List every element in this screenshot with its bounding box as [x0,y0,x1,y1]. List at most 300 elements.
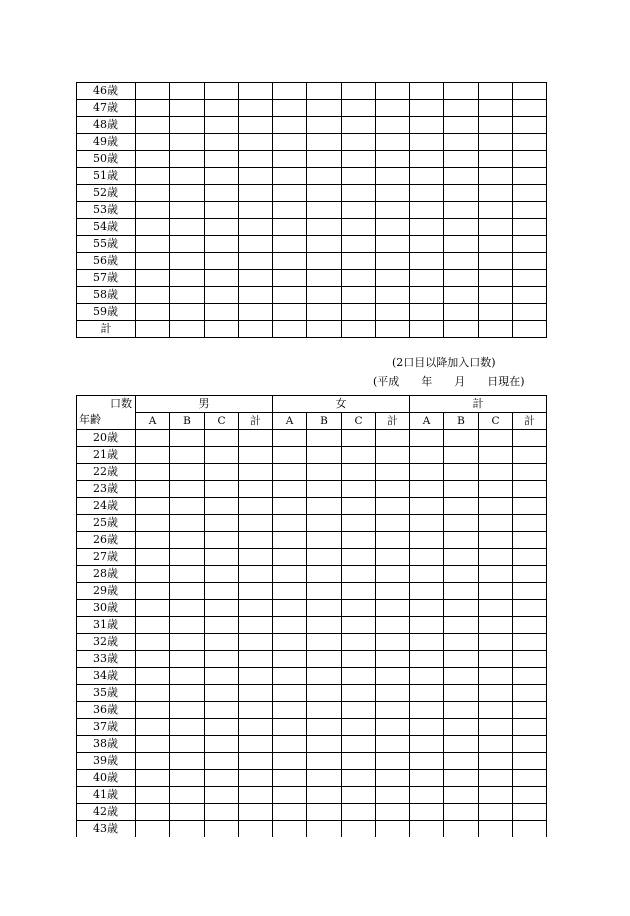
entry-cell[interactable] [479,617,513,634]
entry-cell[interactable] [479,151,513,168]
entry-cell[interactable] [342,83,376,100]
entry-cell[interactable] [342,151,376,168]
entry-cell[interactable] [479,100,513,117]
entry-cell[interactable] [342,600,376,617]
entry-cell[interactable] [513,719,547,736]
entry-cell[interactable] [479,566,513,583]
entry-cell[interactable] [513,447,547,464]
entry-cell[interactable] [239,515,273,532]
entry-cell[interactable] [410,515,444,532]
entry-cell[interactable] [307,651,342,668]
entry-cell[interactable] [273,219,307,236]
entry-cell[interactable] [342,651,376,668]
entry-cell[interactable] [444,321,479,338]
entry-cell[interactable] [136,236,170,253]
entry-cell[interactable] [479,719,513,736]
entry-cell[interactable] [444,83,479,100]
entry-cell[interactable] [342,270,376,287]
entry-cell[interactable] [136,787,170,804]
entry-cell[interactable] [170,753,205,770]
entry-cell[interactable] [239,236,273,253]
entry-cell[interactable] [479,583,513,600]
entry-cell[interactable] [376,287,410,304]
entry-cell[interactable] [342,304,376,321]
entry-cell[interactable] [170,100,205,117]
entry-cell[interactable] [205,185,239,202]
entry-cell[interactable] [376,151,410,168]
entry-cell[interactable] [136,583,170,600]
entry-cell[interactable] [342,100,376,117]
entry-cell[interactable] [410,236,444,253]
entry-cell[interactable] [170,151,205,168]
entry-cell[interactable] [136,117,170,134]
entry-cell[interactable] [376,304,410,321]
entry-cell[interactable] [136,83,170,100]
entry-cell[interactable] [170,787,205,804]
entry-cell[interactable] [273,515,307,532]
entry-cell[interactable] [205,685,239,702]
entry-cell[interactable] [410,151,444,168]
entry-cell[interactable] [444,117,479,134]
entry-cell[interactable] [136,447,170,464]
entry-cell[interactable] [136,321,170,338]
entry-cell[interactable] [273,236,307,253]
entry-cell[interactable] [239,321,273,338]
entry-cell[interactable] [136,668,170,685]
entry-cell[interactable] [444,253,479,270]
entry-cell[interactable] [205,202,239,219]
entry-cell[interactable] [410,600,444,617]
entry-cell[interactable] [239,481,273,498]
entry-cell[interactable] [170,202,205,219]
entry-cell[interactable] [205,719,239,736]
entry-cell[interactable] [170,168,205,185]
entry-cell[interactable] [307,481,342,498]
entry-cell[interactable] [444,202,479,219]
entry-cell[interactable] [307,168,342,185]
entry-cell[interactable] [307,685,342,702]
entry-cell[interactable] [479,685,513,702]
entry-cell[interactable] [170,821,205,838]
entry-cell[interactable] [444,287,479,304]
entry-cell[interactable] [136,770,170,787]
entry-cell[interactable] [170,117,205,134]
entry-cell[interactable] [136,736,170,753]
entry-cell[interactable] [376,515,410,532]
entry-cell[interactable] [376,770,410,787]
entry-cell[interactable] [444,270,479,287]
entry-cell[interactable] [513,634,547,651]
entry-cell[interactable] [307,83,342,100]
entry-cell[interactable] [444,753,479,770]
entry-cell[interactable] [410,83,444,100]
entry-cell[interactable] [239,634,273,651]
entry-cell[interactable] [273,134,307,151]
entry-cell[interactable] [444,821,479,838]
entry-cell[interactable] [342,515,376,532]
entry-cell[interactable] [273,287,307,304]
entry-cell[interactable] [376,185,410,202]
entry-cell[interactable] [307,100,342,117]
entry-cell[interactable] [307,151,342,168]
entry-cell[interactable] [376,719,410,736]
entry-cell[interactable] [307,770,342,787]
entry-cell[interactable] [273,481,307,498]
entry-cell[interactable] [513,168,547,185]
entry-cell[interactable] [136,219,170,236]
entry-cell[interactable] [273,617,307,634]
entry-cell[interactable] [513,702,547,719]
entry-cell[interactable] [444,219,479,236]
entry-cell[interactable] [239,787,273,804]
entry-cell[interactable] [342,787,376,804]
entry-cell[interactable] [273,685,307,702]
entry-cell[interactable] [205,464,239,481]
entry-cell[interactable] [342,702,376,719]
entry-cell[interactable] [205,151,239,168]
entry-cell[interactable] [205,583,239,600]
entry-cell[interactable] [307,304,342,321]
entry-cell[interactable] [479,464,513,481]
entry-cell[interactable] [205,219,239,236]
entry-cell[interactable] [376,736,410,753]
entry-cell[interactable] [444,804,479,821]
entry-cell[interactable] [444,617,479,634]
entry-cell[interactable] [205,702,239,719]
entry-cell[interactable] [410,753,444,770]
entry-cell[interactable] [410,134,444,151]
entry-cell[interactable] [342,117,376,134]
entry-cell[interactable] [376,668,410,685]
entry-cell[interactable] [273,821,307,838]
entry-cell[interactable] [376,566,410,583]
entry-cell[interactable] [205,770,239,787]
entry-cell[interactable] [307,236,342,253]
entry-cell[interactable] [342,719,376,736]
entry-cell[interactable] [273,634,307,651]
entry-cell[interactable] [239,583,273,600]
entry-cell[interactable] [205,566,239,583]
entry-cell[interactable] [410,651,444,668]
entry-cell[interactable] [410,100,444,117]
entry-cell[interactable] [479,83,513,100]
entry-cell[interactable] [479,117,513,134]
entry-cell[interactable] [513,753,547,770]
entry-cell[interactable] [170,685,205,702]
entry-cell[interactable] [273,566,307,583]
entry-cell[interactable] [170,304,205,321]
entry-cell[interactable] [479,134,513,151]
entry-cell[interactable] [136,617,170,634]
entry-cell[interactable] [239,566,273,583]
entry-cell[interactable] [205,736,239,753]
entry-cell[interactable] [479,304,513,321]
entry-cell[interactable] [342,481,376,498]
entry-cell[interactable] [205,787,239,804]
entry-cell[interactable] [444,736,479,753]
entry-cell[interactable] [205,321,239,338]
entry-cell[interactable] [444,515,479,532]
entry-cell[interactable] [376,753,410,770]
entry-cell[interactable] [239,117,273,134]
entry-cell[interactable] [307,185,342,202]
entry-cell[interactable] [239,287,273,304]
entry-cell[interactable] [479,481,513,498]
entry-cell[interactable] [342,287,376,304]
entry-cell[interactable] [376,583,410,600]
entry-cell[interactable] [376,821,410,838]
entry-cell[interactable] [136,168,170,185]
entry-cell[interactable] [376,100,410,117]
entry-cell[interactable] [410,566,444,583]
entry-cell[interactable] [307,702,342,719]
entry-cell[interactable] [239,464,273,481]
entry-cell[interactable] [342,821,376,838]
entry-cell[interactable] [410,719,444,736]
entry-cell[interactable] [479,498,513,515]
entry-cell[interactable] [136,287,170,304]
entry-cell[interactable] [444,668,479,685]
entry-cell[interactable] [170,498,205,515]
entry-cell[interactable] [307,804,342,821]
entry-cell[interactable] [307,532,342,549]
entry-cell[interactable] [479,753,513,770]
entry-cell[interactable] [444,549,479,566]
entry-cell[interactable] [273,304,307,321]
entry-cell[interactable] [239,430,273,447]
entry-cell[interactable] [205,100,239,117]
entry-cell[interactable] [410,617,444,634]
entry-cell[interactable] [273,430,307,447]
entry-cell[interactable] [410,702,444,719]
entry-cell[interactable] [239,270,273,287]
entry-cell[interactable] [205,753,239,770]
entry-cell[interactable] [342,685,376,702]
entry-cell[interactable] [410,736,444,753]
entry-cell[interactable] [273,83,307,100]
entry-cell[interactable] [239,702,273,719]
entry-cell[interactable] [205,287,239,304]
entry-cell[interactable] [170,532,205,549]
entry-cell[interactable] [307,719,342,736]
entry-cell[interactable] [513,100,547,117]
entry-cell[interactable] [205,270,239,287]
entry-cell[interactable] [444,498,479,515]
entry-cell[interactable] [513,270,547,287]
entry-cell[interactable] [205,481,239,498]
entry-cell[interactable] [239,668,273,685]
entry-cell[interactable] [342,583,376,600]
entry-cell[interactable] [136,600,170,617]
entry-cell[interactable] [239,253,273,270]
entry-cell[interactable] [410,219,444,236]
entry-cell[interactable] [376,804,410,821]
entry-cell[interactable] [273,202,307,219]
entry-cell[interactable] [444,583,479,600]
entry-cell[interactable] [342,253,376,270]
entry-cell[interactable] [136,821,170,838]
entry-cell[interactable] [410,287,444,304]
entry-cell[interactable] [479,515,513,532]
entry-cell[interactable] [170,668,205,685]
entry-cell[interactable] [444,600,479,617]
entry-cell[interactable] [205,549,239,566]
entry-cell[interactable] [136,134,170,151]
entry-cell[interactable] [513,821,547,838]
entry-cell[interactable] [170,804,205,821]
entry-cell[interactable] [136,304,170,321]
entry-cell[interactable] [444,134,479,151]
entry-cell[interactable] [444,236,479,253]
entry-cell[interactable] [410,770,444,787]
entry-cell[interactable] [136,549,170,566]
entry-cell[interactable] [479,804,513,821]
entry-cell[interactable] [273,804,307,821]
entry-cell[interactable] [479,821,513,838]
entry-cell[interactable] [239,168,273,185]
entry-cell[interactable] [376,617,410,634]
entry-cell[interactable] [273,168,307,185]
entry-cell[interactable] [513,770,547,787]
entry-cell[interactable] [239,100,273,117]
entry-cell[interactable] [342,219,376,236]
entry-cell[interactable] [444,719,479,736]
entry-cell[interactable] [513,83,547,100]
entry-cell[interactable] [410,304,444,321]
entry-cell[interactable] [307,219,342,236]
entry-cell[interactable] [170,236,205,253]
entry-cell[interactable] [479,532,513,549]
entry-cell[interactable] [410,270,444,287]
entry-cell[interactable] [170,464,205,481]
entry-cell[interactable] [170,287,205,304]
entry-cell[interactable] [239,600,273,617]
entry-cell[interactable] [513,321,547,338]
entry-cell[interactable] [205,515,239,532]
entry-cell[interactable] [513,185,547,202]
entry-cell[interactable] [513,202,547,219]
entry-cell[interactable] [239,447,273,464]
entry-cell[interactable] [170,481,205,498]
entry-cell[interactable] [410,202,444,219]
entry-cell[interactable] [170,702,205,719]
entry-cell[interactable] [239,651,273,668]
entry-cell[interactable] [479,770,513,787]
entry-cell[interactable] [273,753,307,770]
entry-cell[interactable] [136,702,170,719]
entry-cell[interactable] [479,185,513,202]
entry-cell[interactable] [170,185,205,202]
entry-cell[interactable] [239,219,273,236]
entry-cell[interactable] [205,304,239,321]
entry-cell[interactable] [273,549,307,566]
entry-cell[interactable] [239,498,273,515]
entry-cell[interactable] [170,321,205,338]
entry-cell[interactable] [410,685,444,702]
entry-cell[interactable] [513,219,547,236]
entry-cell[interactable] [239,202,273,219]
entry-cell[interactable] [513,583,547,600]
entry-cell[interactable] [513,600,547,617]
entry-cell[interactable] [444,430,479,447]
entry-cell[interactable] [342,634,376,651]
entry-cell[interactable] [479,549,513,566]
entry-cell[interactable] [170,770,205,787]
entry-cell[interactable] [479,668,513,685]
entry-cell[interactable] [170,253,205,270]
entry-cell[interactable] [273,583,307,600]
entry-cell[interactable] [170,600,205,617]
entry-cell[interactable] [205,804,239,821]
entry-cell[interactable] [205,532,239,549]
entry-cell[interactable] [136,804,170,821]
entry-cell[interactable] [273,787,307,804]
entry-cell[interactable] [239,185,273,202]
entry-cell[interactable] [342,804,376,821]
entry-cell[interactable] [444,770,479,787]
entry-cell[interactable] [307,634,342,651]
entry-cell[interactable] [444,685,479,702]
entry-cell[interactable] [513,651,547,668]
entry-cell[interactable] [513,287,547,304]
entry-cell[interactable] [444,447,479,464]
entry-cell[interactable] [376,549,410,566]
entry-cell[interactable] [376,498,410,515]
entry-cell[interactable] [479,736,513,753]
entry-cell[interactable] [376,219,410,236]
entry-cell[interactable] [376,702,410,719]
entry-cell[interactable] [342,464,376,481]
entry-cell[interactable] [273,151,307,168]
entry-cell[interactable] [239,736,273,753]
entry-cell[interactable] [307,430,342,447]
entry-cell[interactable] [513,498,547,515]
entry-cell[interactable] [273,532,307,549]
entry-cell[interactable] [444,787,479,804]
entry-cell[interactable] [410,168,444,185]
entry-cell[interactable] [479,651,513,668]
entry-cell[interactable] [342,134,376,151]
entry-cell[interactable] [239,804,273,821]
entry-cell[interactable] [205,668,239,685]
entry-cell[interactable] [410,464,444,481]
entry-cell[interactable] [513,549,547,566]
entry-cell[interactable] [170,617,205,634]
entry-cell[interactable] [342,617,376,634]
entry-cell[interactable] [136,515,170,532]
entry-cell[interactable] [410,321,444,338]
entry-cell[interactable] [307,600,342,617]
entry-cell[interactable] [410,185,444,202]
entry-cell[interactable] [410,447,444,464]
entry-cell[interactable] [376,117,410,134]
entry-cell[interactable] [307,447,342,464]
entry-cell[interactable] [205,134,239,151]
entry-cell[interactable] [273,600,307,617]
entry-cell[interactable] [444,532,479,549]
entry-cell[interactable] [307,617,342,634]
entry-cell[interactable] [513,151,547,168]
entry-cell[interactable] [342,549,376,566]
entry-cell[interactable] [444,702,479,719]
entry-cell[interactable] [376,253,410,270]
entry-cell[interactable] [376,481,410,498]
entry-cell[interactable] [205,651,239,668]
entry-cell[interactable] [410,549,444,566]
entry-cell[interactable] [136,532,170,549]
entry-cell[interactable] [307,464,342,481]
entry-cell[interactable] [513,481,547,498]
